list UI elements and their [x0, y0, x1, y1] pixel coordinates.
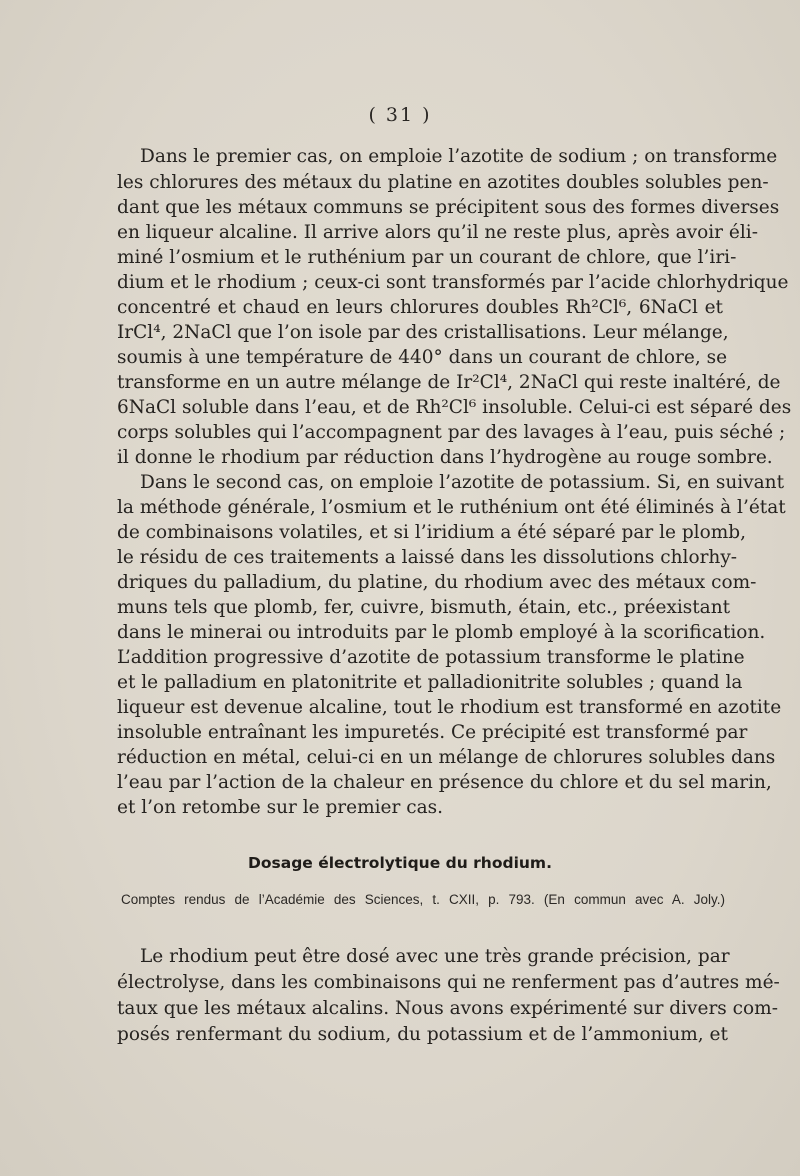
text-line: et le palladium en platonitrite et palladionitrite solubles ; quand la — [117, 672, 743, 693]
text-line: IrCl⁴, 2NaCl que l’on isole par des cristallisations. Leur mélange, — [117, 322, 729, 343]
citation: Comptes rendus de l’Académie des Sciences, t. CXII, p. 793. (En commun avec A. Joly.) — [121, 892, 725, 907]
text-line: 6NaCl soluble dans l’eau, et de Rh²Cl⁶ insoluble. Celui-ci est séparé des — [117, 397, 792, 418]
text-line: transforme en un autre mélange de Ir²Cl⁴, 2NaCl qui reste inaltéré, de — [117, 372, 781, 393]
text-line: Dans le second cas, on emploie l’azotite de potassium. Si, en suivant — [140, 472, 785, 493]
text-line: en liqueur alcaline. Il arrive alors qu’il ne reste plus, après avoir éli- — [117, 222, 758, 243]
text-line: Dans le premier cas, on emploie l’azotite de sodium ; on transforme — [140, 146, 778, 167]
text-line: posés renfermant du sodium, du potassium et de l’ammonium, et — [117, 1024, 728, 1045]
page-number: ( 31 ) — [368, 104, 432, 126]
text-line: les chlorures des métaux du platine en azotites doubles solubles pen- — [117, 172, 769, 193]
text-line: l’eau par l’action de la chaleur en présence du chlore et du sel marin, — [117, 772, 772, 793]
text-line: il donne le rhodium par réduction dans l’hydrogène au rouge sombre. — [117, 447, 773, 468]
text-line: driques du palladium, du platine, du rhodium avec des métaux com- — [117, 572, 757, 593]
text-line: insoluble entraînant les impuretés. Ce précipité est transformé par — [117, 722, 748, 743]
text-line: taux que les métaux alcalins. Nous avons expérimenté sur divers com- — [117, 998, 778, 1019]
text-line: concentré et chaud en leurs chlorures doubles Rh²Cl⁶, 6NaCl et — [117, 297, 723, 318]
section-heading: Dosage électrolytique du rhodium. — [248, 854, 552, 872]
text-line: dant que les métaux communs se précipitent sous des formes diverses — [117, 197, 780, 218]
text-line: la méthode générale, l’osmium et le ruthénium ont été éliminés à l’état — [117, 497, 786, 518]
text-line: Le rhodium peut être dosé avec une très grande précision, par — [140, 946, 730, 967]
text-line: muns tels que plomb, fer, cuivre, bismuth, étain, etc., préexistant — [117, 597, 731, 618]
text-line: L’addition progressive d’azotite de potassium transforme le platine — [117, 647, 745, 668]
text-line: miné l’osmium et le ruthénium par un courant de chlore, que l’iri- — [117, 247, 737, 268]
text-line: liqueur est devenue alcaline, tout le rhodium est transformé en azotite — [117, 697, 782, 718]
text-line: et l’on retombe sur le premier cas. — [117, 797, 443, 818]
text-line: réduction en métal, celui-ci en un mélange de chlorures solubles dans — [117, 747, 776, 768]
text-line: dium et le rhodium ; ceux-ci sont transformés par l’acide chlorhydrique — [117, 272, 789, 293]
text-line: électrolyse, dans les combinaisons qui ne renferment pas d’autres mé- — [117, 972, 780, 993]
text-line: soumis à une température de 440° dans un courant de chlore, se — [117, 347, 728, 368]
text-line: de combinaisons volatiles, et si l’iridium a été séparé par le plomb, — [117, 522, 746, 543]
text-line: corps solubles qui l’accompagnent par des lavages à l’eau, puis séché ; — [117, 422, 786, 443]
text-line: le résidu de ces traitements a laissé dans les dissolutions chlorhy- — [117, 547, 738, 568]
text-line: dans le minerai ou introduits par le plomb employé à la scorification. — [117, 622, 766, 643]
